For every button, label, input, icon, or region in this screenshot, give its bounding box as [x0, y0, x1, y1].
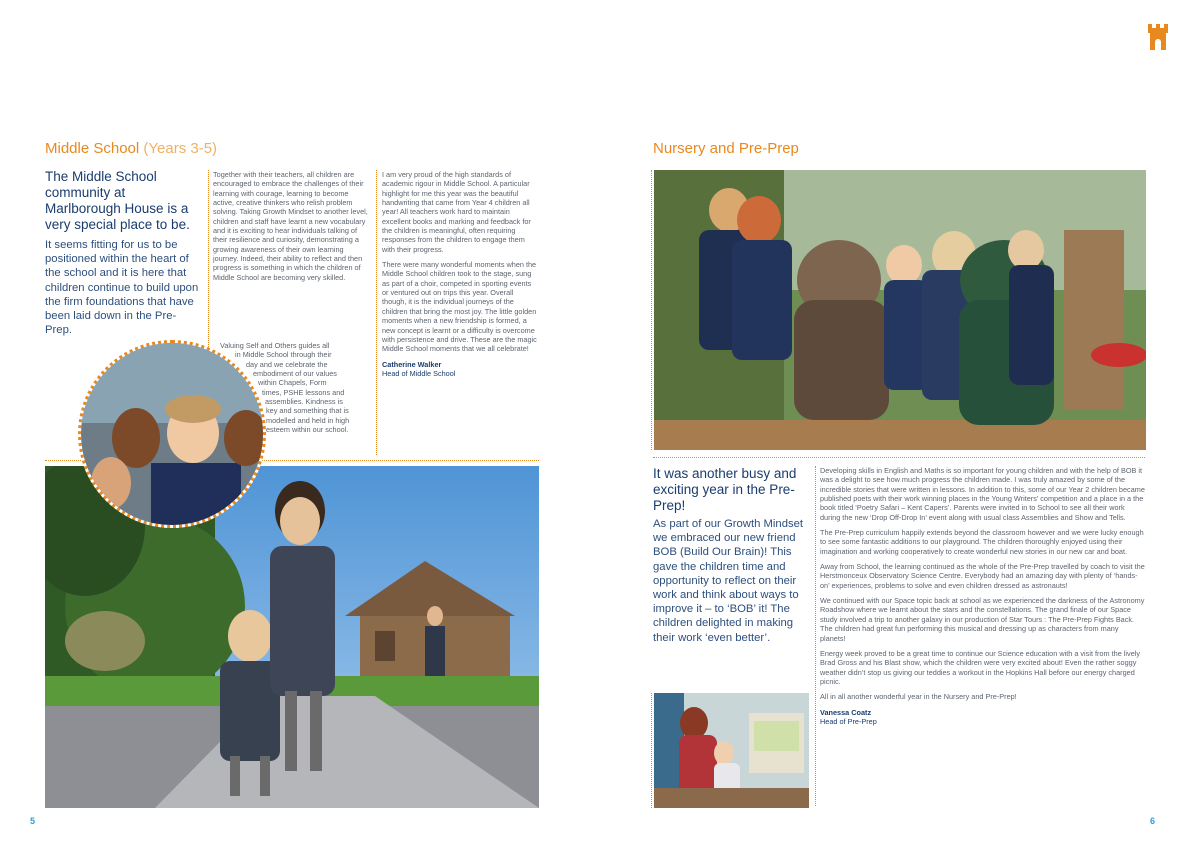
- column-divider: [376, 170, 377, 455]
- paragraph: All in all another wonderful year in the Nursery and Pre-Prep!: [820, 692, 1017, 702]
- signature-name: Catherine Walker: [382, 359, 442, 369]
- wrap-line: modelled and held in high: [266, 415, 350, 425]
- pre-prep-article: [820, 466, 1145, 727]
- wrap-line: within Chapels, Form: [258, 378, 327, 388]
- horizontal-divider: [653, 457, 1145, 458]
- paragraph: Away from School, the learning continued as the whole of the Pre-Prep travelled by coach to visit the Herstmonceux Observatory Science Centre. Everybody had an amazing day with plenty of ‘hands-on’ experiences, problems to solve and even children dressed as astronauts!: [820, 562, 1145, 590]
- children-group-photo: [654, 170, 1146, 450]
- paragraph: I am very proud of the high standards of academic rigour in Middle School. A particular highlight for me this year was the beautiful handwriting that came from Year 4 children all year! All teachers work hard to maintain excellent books and marking and feedback for the children is meaningful, often requiring responses from the children to engage them with their progress.: [382, 170, 531, 254]
- lead-body: It seems fitting for us to be positioned within the heart of the school and it is here that children continue to build upon the firm foundations that have been laid down in the Pre-Prep.: [45, 239, 199, 337]
- section-title-years: (Years 3-5): [143, 140, 218, 157]
- photo-dotted-edge: [651, 170, 652, 450]
- paragraph: Energy week proved to be a great time to continue our Science education with a visit from the lively Brad Gross and his Blast show, which the children were very excited about! Even the rather soggy weather didn’t stop us giving our teddies a workout in the Hopkins Hall before our energy charged picnic.: [820, 648, 1141, 686]
- signature-role: Head of Middle School: [382, 369, 456, 379]
- castle-tower-icon: [1147, 24, 1169, 50]
- lead-title: The Middle School community at Marlborough House is a very special place to be.: [45, 169, 190, 232]
- paragraph: Developing skills in English and Maths is so important for young children and with the help of BOB it was a delight to see how much progress the children made. I was truly amazed by some of the incredible stories that were written in lessons. In addition to this, some of our Year 2 children became published poets with their work winning places in the Young Writers’ competition and a place in a the book titled ‘Poetry Safari – Kent Capers’. Parents were invited in to School to see all their work during the new ‘Drop Off-Drop In’ event along with usual class Assemblies and Show and Tells.: [820, 466, 1145, 522]
- pupils-walking-photo: [45, 466, 539, 808]
- column-divider: [815, 466, 816, 806]
- muddy-hands-circle-photo: [78, 340, 266, 528]
- wrap-line: assemblies. Kindness is: [265, 397, 343, 407]
- wrap-line: embodiment of our values: [253, 369, 337, 379]
- signature-role: Head of Pre-Prep: [820, 717, 877, 727]
- section-title-nursery: Nursery and Pre-Prep: [653, 140, 799, 157]
- lead-body-pre-prep: As part of our Growth Mindset we embraced our new friend BOB (Build Our Brain)! This gave the children time and opportunity to reflect on their work and think about ways to improve it – to ‘BOB’ it! The children delighted in making their work ‘even better’.: [653, 518, 804, 644]
- page-number-left: 5: [30, 816, 36, 826]
- lead-title-pre-prep: It was another busy and exciting year in the Pre-Prep!: [653, 466, 797, 513]
- paragraph: The Pre-Prep curriculum happily extends beyond the classroom however and we were lucky enough to see some fantastic additions to our playground. The children thoroughly enjoyed using their imagination and working cooperatively to create wonderful new stories in our new car and boat.: [820, 528, 1144, 556]
- wrap-line: day and we celebrate the: [246, 359, 328, 369]
- column-three-text: [382, 170, 539, 379]
- classroom-painting-photo: [654, 693, 809, 808]
- page-number-right: 6: [1150, 816, 1156, 826]
- column-two-paragraph: Together with their teachers, all children are encouraged to embrace the challenges of their learning with courage, learning to become active, creative thinkers who relish problem solving. Taking Growth Mindset to another level, children and staff have learnt a new vocabulary and it is exciting to hear individuals talking of their resilience and curiosity, demonstrating a growing awareness of their own learning journey. Indeed, their ability to reflect and then progress is something in which the children of Middle School are becoming very skilled.: [213, 170, 368, 282]
- wrap-line: times, PSHE lessons and: [262, 387, 345, 397]
- wrap-line: in Middle School through their: [235, 350, 332, 360]
- wrap-line: esteem within our school.: [266, 425, 349, 435]
- section-title-main: Middle School: [45, 140, 140, 157]
- wrap-line: key and something that is: [266, 406, 349, 416]
- paragraph: There were many wonderful moments when the Middle School children took to the stage, sung as part of a choir, competed in sporting events or ventured out on trips this year. Overall though, it is the individual journeys of the children that bring the most joy. The little golden moments when a new friendship is formed, a new concept is learnt or a difficulty is overcome with persistence and drive. These are the magic Middle School moments that we all celebrate!: [382, 260, 537, 354]
- paragraph: We continued with our Space topic back at school as we experienced the darkness of the Astronomy Roadshow where we learnt about the stars and the constellations. The grand finale of our Space study involved a trip to another galaxy in our production of Star Tours : The Pre-Prep Fights Back. The children had great fun performing this musical and dressing up as characters from many planets!: [820, 596, 1145, 643]
- photo-dotted-edge: [651, 693, 652, 808]
- wrap-line: Valuing Self and Others guides all: [220, 341, 330, 350]
- section-title-middle-school: [45, 140, 217, 157]
- signature-name: Vanessa Coatz: [820, 707, 872, 717]
